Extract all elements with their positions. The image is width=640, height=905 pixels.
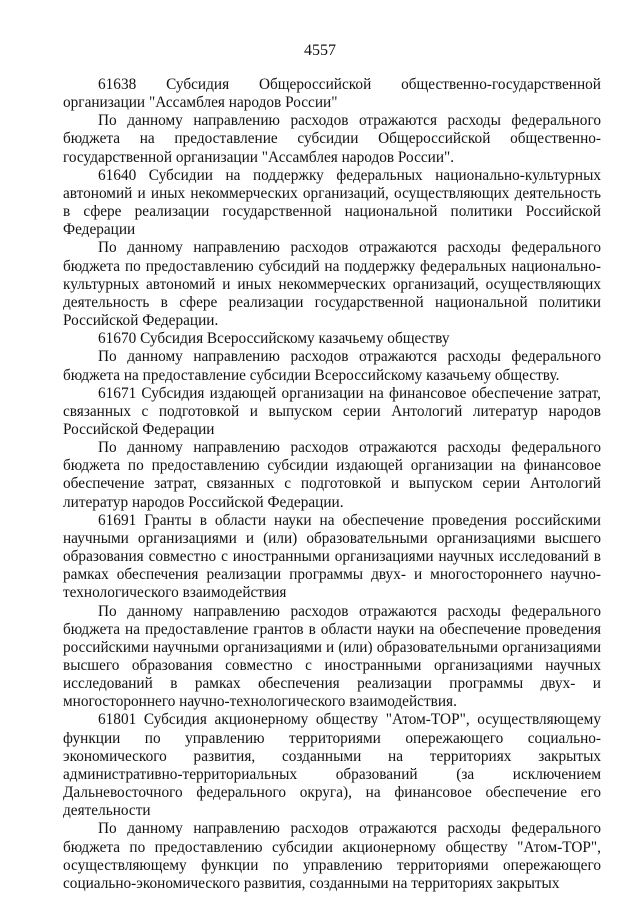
paragraph-61691-heading: 61691 Гранты в области науки на обеспечение проведения российскими научными организациями и (или) образовательными организациями высшего образования совместно с иностранными организациями научных исследований в рамках обеспечения реализации программы двух- и многостороннего научно-технологического взаимодействия bbox=[63, 511, 601, 602]
document-body bbox=[63, 76, 601, 893]
paragraph-61638-heading: 61638 Субсидия Общероссийской общественно-государственной организации "Ассамблея народов России" bbox=[63, 76, 601, 112]
paragraph-61670-description: По данному направлению расходов отражаются расходы федерального бюджета на предоставление субсидии Всероссийскому казачьему обществу. bbox=[63, 348, 601, 384]
paragraph-61670-heading: 61670 Субсидия Всероссийскому казачьему обществу bbox=[98, 330, 450, 348]
paragraph-61640-description: По данному направлению расходов отражаются расходы федерального бюджета по предоставлению субсидий на поддержку федеральных национально-культурных автономий и иных некоммерческих организаций, осуществляющих деятельность в сфере реализации государственной национальной политики Российской Федерации. bbox=[63, 239, 601, 330]
paragraph-61691-description: По данному направлению расходов отражаются расходы федерального бюджета на предоставление грантов в области науки на обеспечение проведения российскими научными организациями и (или) образовательными организациями высшего образования совместно с иностранными организациями научных исследований в рамках обеспечения реализации программы двух- и многостороннего научно-технологического взаимодействия. bbox=[63, 602, 601, 711]
paragraph-61801-description: По данному направлению расходов отражаются расходы федерального бюджета по предоставлению субсидии акционерному обществу "Атом-ТОР", осуществляющему функции по управлению территориями опережающего социально-экономического развития, созданными на территориях закрытых bbox=[63, 820, 601, 892]
paragraph-61640-heading: 61640 Субсидии на поддержку федеральных национально-культурных автономий и иных некоммерческих организаций, осуществляющих деятельность в сфере реализации государственной национальной политики Российской Федерации bbox=[63, 166, 601, 239]
paragraph-61638-description: По данному направлению расходов отражаются расходы федерального бюджета на предоставление субсидии Общероссийской общественно-государственной организации "Ассамблея народов России". bbox=[63, 112, 601, 166]
paragraph-61801-heading: 61801 Субсидия акционерному обществу "Атом-ТОР", осуществляющему функции по управлению территориями опережающего социально-экономического развития, созданными на территориях закрытых административно-территориальных образований (за исключением Дальневосточного федерального округа), на финансовое обеспечение его деятельности bbox=[63, 711, 601, 820]
paragraph-61671-heading: 61671 Субсидия издающей организации на финансовое обеспечение затрат, связанных с подготовкой и выпуском серии Антологий литератур народов Российской Федерации bbox=[63, 384, 601, 438]
page-number: 4557 bbox=[304, 42, 336, 59]
paragraph-61671-description: По данному направлению расходов отражаются расходы федерального бюджета по предоставлению субсидии издающей организации на финансовое обеспечение затрат, связанных с подготовкой и выпуском серии Антологий литератур народов Российской Федерации. bbox=[63, 439, 601, 511]
